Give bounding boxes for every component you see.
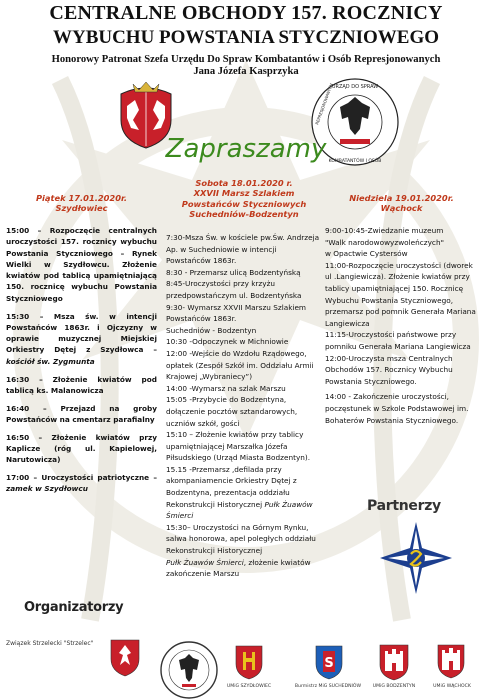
schedule-item: 16:30 – Złożenie kwiatów pod tablicą ks. Malanowicza xyxy=(6,374,157,395)
schedule-item: 11:00-Rozpoczęcie uroczystości (dworek ul .Langiewicza). Złożenie kwiatów przy tablicy upamiętniającej 150. Rocznicę Wybuchu Powstania Styczniowego, przemarsz pod pomnik Generała Mariana Langiewicza xyxy=(325,260,476,328)
schedule-item: 15:30– Uroczystości na Górnym Rynku, salwa honorowa, apel poległych oddziału Rekonstrukcji Historycznej xyxy=(166,522,316,556)
schedule-item: 8:45-Uroczystości przy krzyżu przedpowstańczym ul. Bodzentyńska xyxy=(166,279,302,300)
seal-text-top: URZĄD DO SPRAW xyxy=(331,84,379,90)
schedule-item: w Opactwie Cystersów xyxy=(325,249,408,259)
schedule-place: zamek w Szydłowcu xyxy=(6,484,88,494)
logo-caption-bodzentyn: UMiG BODZENTYN xyxy=(372,684,416,689)
wachock-coat-of-arms-icon xyxy=(436,643,466,679)
organizers-heading: Organizatorzy xyxy=(24,600,124,615)
seal-text-bottom: KOMBATANTÓW I OSÓB xyxy=(328,159,382,164)
schedule-unit: Pułk Żuawów Śmierci xyxy=(166,557,244,567)
day2-event-cont: Powstańców Styczniowych xyxy=(181,198,307,209)
day3-date: Niedziela 19.01.2020r. xyxy=(349,193,454,203)
schedule-item: 9:00-10:45-Zwiedzanie muzeum xyxy=(325,226,444,235)
logo-caption-wachock: UMiG WĄCHOCK xyxy=(433,684,471,689)
schedule-item: 12:00 -Wejście do Wzdołu Rządowego, opłatek (Zespół Szkół im. Oddziału Armii Krajowej „Wybraniecy”) xyxy=(166,348,314,382)
main-title-line1: CENTRALNE OBCHODY 157. ROCZNICY xyxy=(49,2,443,24)
szydlowiec-coat-of-arms-icon xyxy=(234,644,264,680)
schedule-item: 16:40 – Przejazd na groby Powstańców na cmentarz parafialny xyxy=(6,403,157,424)
bodzentyn-coat-of-arms-icon xyxy=(378,643,410,681)
logo-caption-szydlowiec: UMiG SZYDŁOWIEC xyxy=(226,684,272,689)
schedule-item xyxy=(6,472,157,495)
schedule-item: 14:00 -Wymarsz na szlak Marszu xyxy=(166,383,286,393)
schedule-item: 15:05 -Przybycie do Bodzentyna, dołączenie pocztów sztandarowych, uczniów szkół, gości xyxy=(166,395,298,428)
schedule-item: 12:00-Uroczysta msza Centralnych Obchodów 157. Rocznicy Wybuchu Powstania Styczniowego. xyxy=(325,353,453,386)
day2-event: XXVII Marsz Szlakiem xyxy=(193,188,295,199)
schedule-item: 15:10 – Złożenie kwiatów przy tablicy upamiętniającej Marszałka Józefa Piłsudskiego (Urząd Miasta Bodzentyn). xyxy=(166,430,311,463)
schedule-place: kościół św. Zygmunta xyxy=(6,356,95,366)
schedule-item: 16:50 – Złożenie kwiatów przy Kaplicze (róg ul. Kapielowej, Narutowicza) xyxy=(6,432,157,465)
day2-heading xyxy=(166,178,322,220)
schedule-text: 17:00 – Uroczystości patriotyczne – xyxy=(6,473,157,483)
schedule-item: Suchedniów - Bodzentyn xyxy=(166,325,257,335)
day3-place: Wąchock xyxy=(380,203,423,214)
partners-heading: Partnerzy xyxy=(367,498,441,514)
day3-schedule xyxy=(325,225,478,426)
logo-caption-strzelec: Związek Strzelecki "Strzelec" xyxy=(6,640,94,647)
main-title-line2: WYBUCHU POWSTANIA STYCZNIOWEGO xyxy=(52,27,440,48)
schedule-item: "Walk narodowowyzwoleńczych" xyxy=(325,237,444,247)
patronage-line1: Honorowy Patronat Szefa Urzędu Do Spraw Kombatantów i Osób Represjonowanych xyxy=(51,54,441,65)
strzelec-shield-icon xyxy=(108,637,142,677)
round-badge-eagle-icon xyxy=(158,640,220,700)
schedule-item xyxy=(166,464,322,522)
day3-heading xyxy=(325,193,478,214)
logo-caption-suchedniow: Burmistrz MiG SUCHEDNIÓW xyxy=(294,684,362,689)
suchedniow-coat-of-arms-icon xyxy=(314,644,344,680)
day1-place: Szydłowiec xyxy=(55,203,108,214)
schedule-text: 15.15 -Przemarsz ,defilada przy akompaniamencie Orkiestry Dętej z Bodzentyna, prezentacja oddziału Rekonstrukcji Historycznej xyxy=(166,464,297,509)
day1-schedule xyxy=(6,225,157,501)
day1-date: Piątek 17.01.2020r. xyxy=(35,193,128,203)
day2-schedule xyxy=(166,232,322,580)
schedule-item: 7:30-Msza Św. w kościele pw.Św. Andrzeja Ap. w Suchedniowie w intencji Powstańców 1863r. xyxy=(166,233,320,266)
schedule-item: 15:00 – Rozpoczęcie centralnych uroczystości 157. rocznicy wybuchu Powstania Styczniowego – Rynek Wielki w Szydłowcu. Złożenie kwiatów pod tablicą upamiętniającą 150. rocznicę wybuchu Powstania Styczniowego xyxy=(6,226,157,303)
schedule-text: 15:30 – Msza św. w intencji Powstańców 1863r. i Ojczyzny w oprawie muzycznej Miejskiej Orkiestry Dętej z Szydłowca – xyxy=(6,311,157,355)
patronage-line2: Jana Józefa Kasprzyka xyxy=(193,66,299,77)
day2-date: Sobota 18.01.2020 r. xyxy=(195,178,293,188)
day1-heading xyxy=(6,193,157,214)
invitation-heading: Zapraszamy xyxy=(165,134,327,164)
schedule-item: 8:30 - Przemarsz ulicą Bodzentyńską xyxy=(166,267,301,277)
schedule-unit: Pułk Żuawów Śmierci xyxy=(166,499,313,521)
schedule-item xyxy=(166,557,322,580)
day2-route: Suchedniów-Bodzentyn xyxy=(189,209,299,220)
schedule-item: 14:00 - Zakończenie uroczystości, poczęstunek w Szkole Podstawowej im. Bohaterów Powstania Styczniowego. xyxy=(325,392,469,425)
partner-star-emblem-icon xyxy=(378,520,454,596)
seal-text-left: REPRESJONOWANYCH xyxy=(314,82,334,126)
schedule-item: 11:15-Uroczystości państwowe przy pomniku Generała Mariana Langiewicza xyxy=(325,330,471,351)
schedule-item xyxy=(6,311,157,367)
schedule-text: , złożenie kwiatów zakończenie Marszu xyxy=(166,557,311,579)
schedule-item: 9:30- Wymarsz XXVII Marszu Szlakiem Powstańców 1863r. xyxy=(166,302,307,324)
svg-text:S: S xyxy=(324,656,334,671)
schedule-item: 10:30 -Odpoczynek w Michniowie xyxy=(166,337,289,347)
